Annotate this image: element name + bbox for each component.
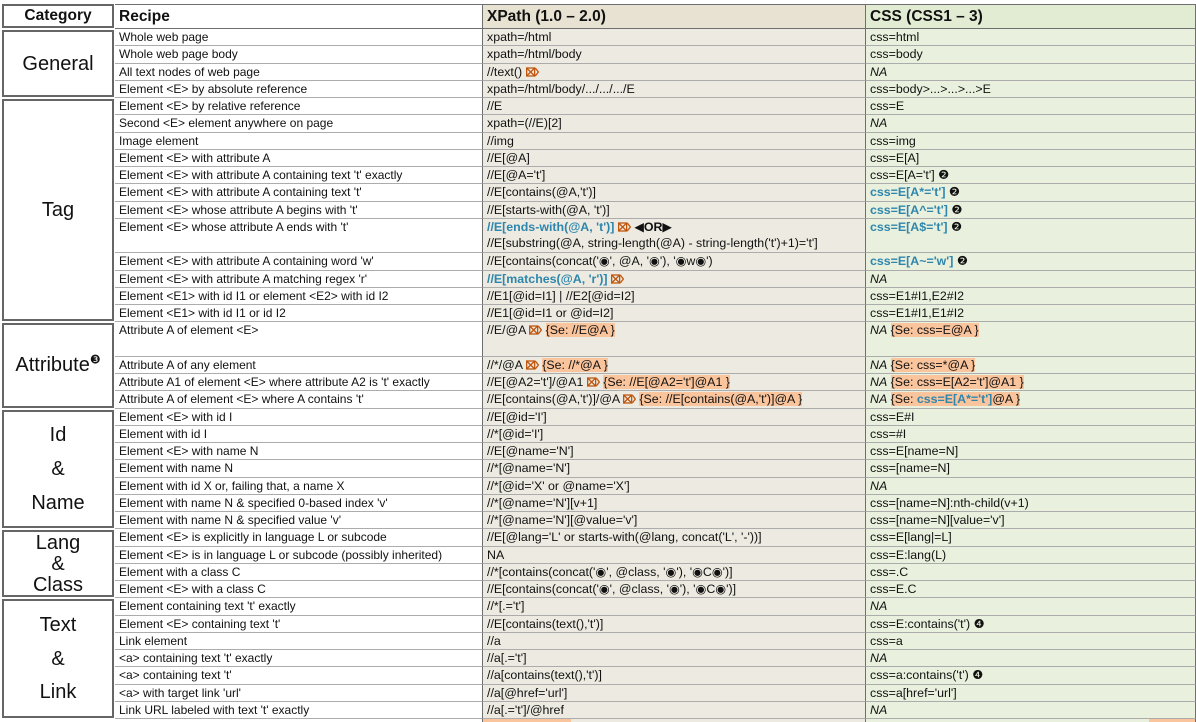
recipe-cell: Element <E> with attribute A (115, 150, 483, 167)
xpath-cell (483, 495, 866, 512)
css-cell (866, 547, 1196, 564)
xpath-cell (483, 598, 866, 615)
recipe-cell: Element <E> with attribute A containing text 't' exactly (115, 167, 483, 184)
code-text: //E[@A] (487, 150, 530, 165)
code-text: //E[@A='t'] (487, 168, 546, 182)
code-text: //a[@href='url'] (487, 685, 568, 700)
code-text: NA (870, 64, 888, 79)
code-text: //a[contains(text(),'t')] (487, 668, 602, 683)
category-label: General (22, 52, 94, 75)
selector-table (0, 4, 1196, 722)
css-cell (866, 426, 1196, 443)
code-text: css=E:lang(L) (870, 547, 947, 562)
xpath-cell (483, 115, 866, 132)
code-text: //E1[@id=I1 or @id=I2] (487, 306, 614, 320)
xpath-cell (483, 81, 866, 98)
css-cell (866, 64, 1196, 81)
code-text: //img (487, 133, 514, 148)
css-cell (866, 598, 1196, 615)
css-cell (866, 616, 1196, 633)
xpath-cell (483, 478, 866, 495)
code-text: //*[.='t'] (487, 599, 525, 614)
recipe-cell: Image element (115, 133, 483, 150)
code-text: css=#I (870, 426, 907, 441)
code-text: {Se: (890, 392, 917, 407)
xpath-only-icon (529, 325, 542, 335)
category-label: Text (39, 613, 77, 636)
code-text: NA (870, 392, 888, 407)
code-text: css=E[A*='t'] (870, 185, 946, 200)
recipe-cell: Element with id I (115, 426, 483, 443)
code-text: css=body>...>...>...>E (870, 81, 991, 96)
code-text: //*[@id='I'] (487, 426, 544, 441)
code-text: //E[substring(@A, string-length(@A) - string-length('t')+1)='t'] (487, 236, 818, 251)
css-cell (866, 357, 1196, 374)
category-label: Class (32, 573, 83, 596)
recipe-cell: Element with id X or, failing that, a name X (115, 478, 483, 495)
code-text: NA (870, 116, 888, 131)
recipe-cell: Attribute A1 of element <E> where attribute A2 is 't' exactly (115, 374, 483, 391)
xpath-cell (483, 167, 866, 184)
code-text: css=E[A='t'] (870, 168, 939, 182)
code-text: css=.C (870, 564, 909, 579)
category-label: Lang (35, 532, 81, 554)
header-category-label: Category (24, 7, 92, 24)
recipe-cell: Element <E> whose attribute A ends with 't' (115, 219, 483, 254)
category-label: Name (31, 491, 85, 514)
xpath-cell (483, 529, 866, 546)
code-text: NA (870, 478, 888, 493)
header-css: CSS (CSS1 – 3) (866, 4, 1196, 29)
xpath-cell (483, 633, 866, 650)
xpath-cell (483, 305, 866, 322)
code-text: //*[@name='N'][v+1] (487, 495, 598, 510)
code-text: NA (870, 357, 888, 372)
recipe-cell: <a> with target link 'url' (115, 685, 483, 702)
code-text: //E[@name='N'] (487, 444, 574, 458)
code-text: css=E[lang|=L] (870, 530, 952, 545)
css-cell (866, 478, 1196, 495)
xpath-cell (483, 443, 866, 460)
code-text: css=body (870, 47, 923, 62)
css-cell (866, 391, 1196, 408)
xpath-cell (483, 581, 866, 598)
code-text: NA (870, 651, 888, 665)
code-text: css=img (870, 133, 916, 148)
xpath-cell (483, 98, 866, 115)
recipe-cell: Element <E> with id I (115, 409, 483, 426)
xpath-cell (483, 702, 866, 719)
code-text: //*[@id='X' or @name='X'] (487, 478, 630, 493)
recipe-cell: Element <E> containing text 't' (115, 616, 483, 633)
recipe-cell: All text nodes of web page (115, 64, 483, 81)
category-lang-class (2, 530, 114, 597)
xpath-cell (483, 322, 866, 357)
css-cell (866, 322, 1196, 357)
code-text: css=E[A$='t'] (870, 219, 948, 234)
code-text: //E[contains(@A,'t')]/@A (487, 392, 623, 407)
css-cell (866, 167, 1196, 184)
header-recipe: Recipe (115, 4, 483, 29)
recipe-cell: Element <E> by relative reference (115, 98, 483, 115)
code-text: {Se: css=E[A2='t']@A1 } (890, 375, 1024, 389)
recipe-cell: <a> containing text 't' exactly (115, 650, 483, 667)
css-cell (866, 184, 1196, 201)
code-text: //E[@lang='L' or starts-with(@lang, concat('L', '-'))] (487, 530, 762, 545)
xpath-only-icon (587, 377, 600, 387)
xpath-only-icon (526, 360, 539, 370)
code-text: xpath=/html/body (487, 47, 582, 62)
category-label: Id (49, 424, 67, 447)
code-text: //a (487, 633, 501, 648)
recipe-cell: Element <E1> with id I1 or id I2 (115, 305, 483, 322)
code-text: //E[matches(@A, 'r')] (487, 271, 612, 286)
css-cell (866, 460, 1196, 477)
xpath-cell (483, 64, 866, 81)
css-cell (866, 46, 1196, 63)
code-text: //E (487, 99, 503, 113)
css-cell (866, 115, 1196, 132)
code-text: css=[name=N]:nth-child(v+1) (870, 495, 1029, 510)
code-text: @A } (992, 392, 1021, 407)
code-text: css=E (870, 99, 905, 113)
code-text: css=E#I (870, 409, 915, 424)
xpath-cell (483, 426, 866, 443)
xpath-cell (483, 184, 866, 201)
xpath-cell (483, 46, 866, 63)
xpath-cell (483, 271, 866, 288)
recipe-cell: Link URL labeled with text 't' exactly (115, 702, 483, 719)
css-cell (866, 98, 1196, 115)
css-cell (866, 202, 1196, 219)
category-label: & (51, 552, 65, 575)
recipe-cell: Attribute A of element <E> (115, 322, 483, 357)
css-cell (866, 150, 1196, 167)
css-cell (866, 29, 1196, 46)
xpath-cell (483, 150, 866, 167)
recipe-cell: Element <E> is explicitly in language L or subcode (115, 529, 483, 546)
code-text: xpath=(//E)[2] (487, 116, 562, 131)
code-text: ❹ (973, 616, 985, 631)
category-attribute (2, 323, 114, 407)
code-text: css=E[A^='t'] (870, 202, 948, 217)
recipe-cell: Element with name N & specified value 'v' (115, 512, 483, 529)
code-text: //*[contains(concat('◉', @class, '◉'), '◉C◉')] (487, 564, 733, 579)
code-text: //E[contains(concat('◉', @A, '◉'), '◉w◉') (487, 254, 713, 269)
code-text: //*[@name='N'] (487, 461, 571, 476)
code-text: {Se: //E[@A2='t']@A1 } (603, 375, 730, 389)
code-text: ❹ (972, 668, 984, 683)
code-text: //E/@A (487, 323, 530, 338)
code-text: css=[name=N] (870, 461, 950, 476)
category-label: Attribute$^❸$ (15, 352, 101, 377)
css-cell (866, 219, 1196, 254)
code-text: xpath=/html (487, 30, 552, 44)
category-tag (2, 99, 114, 321)
xpath-cell (483, 29, 866, 46)
category-footnote-marker: ❸ (89, 352, 101, 367)
code-text: ❷ (947, 202, 963, 217)
xpath-only-icon (526, 67, 539, 77)
css-cell (866, 305, 1196, 322)
css-cell (866, 667, 1196, 684)
code-text: ❷ (953, 254, 968, 269)
code-text: ◀OR▶ (630, 219, 672, 234)
code-text: //*[@name='N'][@value='v'] (487, 513, 638, 527)
code-text: //E[contains(@A,'t')] (487, 185, 596, 200)
code-text: //a[.='t'] (487, 651, 527, 665)
xpath-cell (483, 253, 866, 270)
xpath-cell (483, 667, 866, 684)
css-cell (866, 581, 1196, 598)
xpath-cell (483, 288, 866, 305)
code-text: NA (870, 702, 888, 717)
code-text: {Se: //E@A } (545, 323, 615, 338)
css-cell (866, 512, 1196, 529)
code-text: //E[starts-with(@A, 't')] (487, 202, 610, 217)
header-xpath: XPath (1.0 – 2.0) (483, 4, 866, 29)
category-label: Link (39, 681, 77, 704)
code-text: //a[.='t']/@href (487, 702, 564, 717)
code-text: NA (870, 599, 888, 614)
xpath-cell (483, 357, 866, 374)
code-text: css=E1#I1,E1#I2 (870, 306, 965, 320)
css-cell (866, 685, 1196, 702)
code-text: {Se: //*@A } (542, 357, 608, 372)
css-cell (866, 702, 1196, 719)
xpath-cell (483, 547, 866, 564)
css-cell (866, 650, 1196, 667)
recipe-cell: Element <E> with attribute A containing text 't' (115, 184, 483, 201)
xpath-cell (483, 460, 866, 477)
code-text: css=E[A~='w'] (870, 254, 954, 269)
recipe-cell: Element <E> whose attribute A begins with 't' (115, 202, 483, 219)
code-text: //text() (487, 64, 526, 79)
recipe-cell: Element with name N & specified 0-based index 'v' (115, 495, 483, 512)
recipe-cell: Element <E> with a class C (115, 581, 483, 598)
css-cell (866, 443, 1196, 460)
xpath-only-icon (611, 274, 624, 284)
code-text: ❷ (947, 219, 963, 234)
css-cell (866, 288, 1196, 305)
recipe-cell: Link element (115, 633, 483, 650)
recipe-cell: Element <E> by absolute reference (115, 81, 483, 98)
code-text: css=E1#I1,E2#I2 (870, 288, 965, 303)
xpath-cell (483, 512, 866, 529)
xpath-cell (483, 616, 866, 633)
code-text: css=a:contains('t') (870, 668, 973, 683)
css-cell (866, 271, 1196, 288)
code-text: //E[@id='I'] (487, 409, 547, 424)
css-cell (866, 81, 1196, 98)
recipe-cell: Element containing text 't' exactly (115, 598, 483, 615)
xpath-cell (483, 391, 866, 408)
code-text: css=E.C (870, 582, 917, 596)
recipe-cell: Attribute A of any element (115, 357, 483, 374)
css-cell (866, 133, 1196, 150)
code-text: {Se: //E[contains(@A,'t')]@A } (639, 392, 803, 407)
code-text: css=E:contains('t') (870, 616, 974, 631)
category-id-name (2, 410, 114, 529)
xpath-only-icon (618, 222, 631, 232)
code-text: NA (487, 547, 505, 562)
recipe-cell: <a> containing text 't' (115, 667, 483, 684)
code-text: ❷ (938, 168, 950, 182)
category-label: & (51, 647, 65, 670)
recipe-cell: Element <E1> with id I1 or element <E2> with id I2 (115, 288, 483, 305)
code-text: css=[name=N][value='v'] (870, 513, 1005, 527)
code-text: css=E[name=N] (870, 444, 959, 458)
code-text: //E1[@id=I1] | //E2[@id=I2] (487, 288, 635, 303)
xpath-cell (483, 685, 866, 702)
code-text: NA (870, 271, 888, 286)
css-cell (866, 374, 1196, 391)
code-text: xpath=/html/body/.../.../.../E (487, 81, 635, 96)
recipe-cell: Element <E> with attribute A matching regex 'r' (115, 271, 483, 288)
code-text: //E[@A2='t']/@A1 (487, 375, 587, 389)
code-text: //*/@A (487, 357, 526, 372)
category-label: Tag (41, 199, 75, 222)
code-text: NA (870, 375, 888, 389)
recipe-cell: Element <E> with name N (115, 443, 483, 460)
css-cell (866, 409, 1196, 426)
css-cell (866, 564, 1196, 581)
recipe-cell: Whole web page body (115, 46, 483, 63)
code-text: ❷ (945, 185, 961, 200)
code-text: css=E[A] (870, 150, 920, 165)
category-general (2, 30, 114, 97)
xpath-cell (483, 133, 866, 150)
recipe-cell: Element <E> is in language L or subcode (possibly inherited) (115, 547, 483, 564)
xpath-cell (483, 409, 866, 426)
code-text: //E[contains(text(),'t')] (487, 616, 604, 631)
code-text: //E[contains(concat('◉', @class, '◉'), '◉C◉')] (487, 582, 737, 596)
css-cell (866, 633, 1196, 650)
xpath-cell (483, 202, 866, 219)
code-text: {Se: css=E@A } (890, 323, 979, 338)
code-text: css=a[href='url'] (870, 685, 957, 700)
xpath-cell (483, 374, 866, 391)
code-text: css=E[A*='t'] (916, 392, 993, 407)
css-cell (866, 253, 1196, 270)
css-cell (866, 529, 1196, 546)
xpath-only-icon (623, 394, 636, 404)
xpath-cell (483, 564, 866, 581)
xpath-cell (483, 219, 866, 254)
category-label: & (51, 457, 65, 480)
recipe-cell: Attribute A of element <E> where A contains 't' (115, 391, 483, 408)
css-cell (866, 495, 1196, 512)
code-text: {Se: css=*@A } (890, 357, 976, 372)
recipe-cell: Element with a class C (115, 564, 483, 581)
header-category (2, 4, 114, 28)
recipe-cell: Element <E> with attribute A containing word 'w' (115, 253, 483, 270)
recipe-cell: Element with name N (115, 460, 483, 477)
code-text: css=html (870, 30, 920, 44)
code-text: NA (870, 323, 888, 338)
category-text-link (2, 599, 114, 718)
code-text: //E[ends-with(@A, 't')] (487, 219, 615, 234)
recipe-cell: Second <E> element anywhere on page (115, 115, 483, 132)
code-text: css=a (870, 633, 903, 648)
recipe-cell: Whole web page (115, 29, 483, 46)
xpath-cell (483, 650, 866, 667)
